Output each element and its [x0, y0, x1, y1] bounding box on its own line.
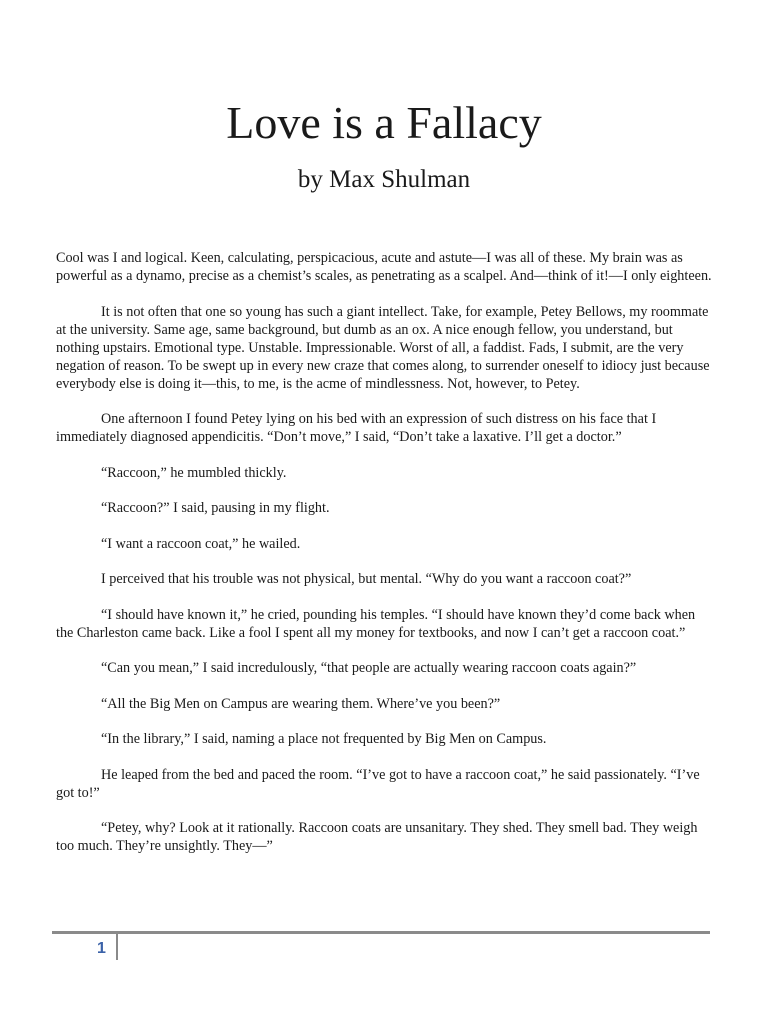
paragraph: One afternoon I found Petey lying on his bed with an expression of such distress on his face that I immediately diagnosed appendicitis. “Don’t move,” I said, “Don’t take a laxative. I’ll get a doctor.” [56, 411, 657, 445]
page-number-divider [116, 934, 118, 960]
footer-rule [52, 931, 710, 934]
paragraph: “Raccoon?” I said, pausing in my flight. [101, 500, 330, 516]
paragraph: “I should have known it,” he cried, pounding his temples. “I should have known they’d come back when the Charleston came back. Like a fool I spent all my money for textbooks, and now I can’t get a raccoon coat.” [56, 606, 696, 641]
document-title: Love is a Fallacy [226, 97, 542, 148]
document-byline: by Max Shulman [297, 166, 471, 193]
document-body [56, 249, 712, 873]
page-number: 1 [97, 940, 106, 957]
paragraph: “Petey, why? Look at it rationally. Raccoon coats are unsanitary. They shed. They smell bad. They weigh too much. They’re unsightly. They—” [56, 820, 698, 854]
paragraph: “Can you mean,” I said incredulously, “that people are actually wearing raccoon coats again?” [101, 660, 637, 676]
paragraph: “In the library,” I said, naming a place not frequented by Big Men on Campus. [101, 731, 547, 747]
paragraph: I perceived that his trouble was not physical, but mental. “Why do you want a raccoon coat?” [101, 571, 632, 587]
paragraph: It is not often that one so young has such a giant intellect. Take, for example, Petey Bellows, my roommate at the university. Same age, same background, but dumb as an ox. A nice enough fellow, you understand, but nothing upstairs. Emotional type. Unstable. Impressionable. Worst of all, a faddist. Fads, I submit, are the very negation of reason. To be swept up in every new craze that comes along, to surrender oneself to idiocy just because everybody else is doing it—this, to me, is the acme of mindlessness. Not, however, to Petey. [56, 303, 710, 392]
paragraph: Cool was I and logical. Keen, calculating, perspicacious, acute and astute—I was all of these. My brain was as powerful as a dynamo, precise as a chemist’s scales, as penetrating as a scalpel. And—think of it!—I only eighteen. [56, 250, 712, 284]
paragraph: He leaped from the bed and paced the room. “I’ve got to have a raccoon coat,” he said passionately. “I’ve got to!” [56, 766, 700, 801]
paragraph: “Raccoon,” he mumbled thickly. [101, 464, 287, 481]
paragraph: “I want a raccoon coat,” he wailed. [101, 535, 301, 552]
paragraph: “All the Big Men on Campus are wearing them. Where’ve you been?” [101, 695, 501, 712]
